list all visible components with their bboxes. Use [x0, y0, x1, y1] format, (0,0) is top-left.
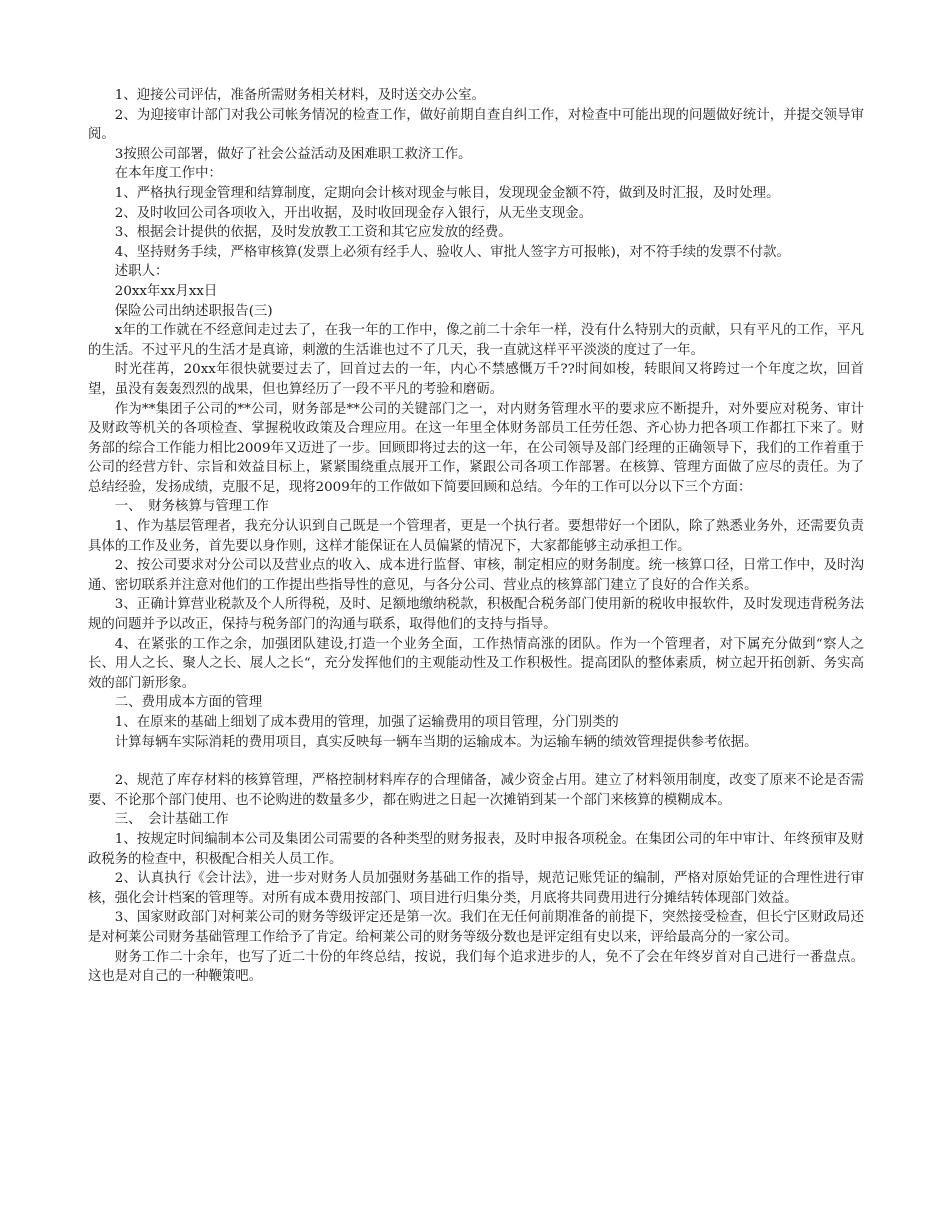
paragraph: 计算每辆车实际消耗的费用项目，真实反映每一辆车当期的运输成本。为运输车辆的绩效管理提供参考依据。 — [114, 734, 758, 750]
document-body — [88, 86, 864, 987]
paragraph: x年的工作就在不经意间走过去了，在我一年的工作中，像之前二十余年一样，没有什么特别大的贡献，只有平凡的工作，平凡的生活。不过平凡的生活才是真谛，刺激的生活谁也过不了几天，我一直就这样平平淡淡的度过了一年。 — [88, 323, 864, 358]
section-heading: 三、 会计基础工作 — [114, 812, 229, 828]
paragraph: 4、坚持财务手续，严格审核算(发票上必须有经手人、验收人、审批人签字方可报帐)，对不符手续的发票不付款。 — [114, 244, 790, 260]
paragraph: 财务工作二十余年，也写了近二十份的年终总结，按说，我们每个追求进步的人，免不了会在年终岁首对自己进行一番盘点。这也是对自己的一种鞭策吧。 — [88, 949, 864, 985]
paragraph: 1、迎接公司评估，准备所需财务相关材料，及时送交办公室。 — [114, 88, 485, 103]
paragraph: 3、国家财政部门对柯莱公司的财务等级评定还是第一次。我们在无任何前期准备的前提下，突然接受检查，但长宁区财政局还是对柯莱公司财务基础管理工作给予了肯定。给柯莱公司的财务等级分数也是评定组有史以来，评给最高分的一家公司。 — [88, 910, 864, 945]
date-line: 20xx年xx月xx日 — [114, 283, 218, 299]
paragraph: 1、在原来的基础上细划了成本费用的管理，加强了运输费用的项目管理，分门别类的 — [114, 715, 619, 730]
paragraph: 作为**集团子公司的**公司，财务部是**公司的关键部门之一，对内财务管理水平的要求应不断提升，对外要应对税务、审计及财政等机关的各项检查、掌握税收政策及合理应用。在这一年里全体财务部员工任劳任怨、齐心协力把各项工作都扛下来了。财务部的综合工作能力相比2009年又迈进了一步。回顾即将过去的这一年，在公司领导及部门经理的正确领导下，我们的工作着重于公司的经营方针、宗旨和效益目标上，紧紧围绕重点展开工作，紧跟公司各项工作部署。在核算、管理方面做了应尽的责任。为了总结经验，发扬成绩，克服不足，现将2009年的工作做如下简要回顾和总结。今年的工作可以分以下三个方面： — [88, 401, 864, 495]
paragraph: 3、根据会计提供的依据，及时发放教工工资和其它应发放的经费。 — [114, 225, 512, 241]
paragraph: 1、严格执行现金管理和结算制度，定期向会计核对现金与帐目，发现现金金额不符，做到及时汇报，及时处理。 — [114, 185, 780, 201]
paragraph: 1、作为基层管理者，我充分认识到自己既是一个管理者，更是一个执行者。要想带好一个团队，除了熟悉业务外，还需要负责具体的工作及业务，首先要以身作则，这样才能保证在人员偏紧的情况下，大家都能够主动承担工作。 — [88, 519, 864, 554]
paragraph: 2、规范了库存材料的核算管理，严格控制材料库存的合理储备，减少资金占用。建立了材料领用制度，改变了原来不论是否需要、不论那个部门使用、也不论购进的数量多少，都在购进之日起一次摊销到某一个部门来核算的模糊成本。 — [88, 773, 864, 808]
paragraph: 2、为迎接审计部门对我公司帐务情况的检查工作，做好前期自查自纠工作，对检查中可能出现的问题做好统计，并提交领导审阅。 — [88, 107, 864, 143]
paragraph: 2、按公司要求对分公司以及营业点的收入、成本进行监督、审核，制定相应的财务制度。统一核算口径，日常工作中，及时沟通、密切联系并注意对他们的工作提出些指导性的意见，与各分公司、营业点的核算部门建立了良好的合作关系。 — [88, 558, 864, 593]
paragraph: 在本年度工作中： — [114, 166, 222, 182]
paragraph: 3按照公司部署，做好了社会公益活动及困难职工救济工作。 — [114, 146, 472, 162]
paragraph: 2、认真执行《会计法》，进一步对财务人员加强财务基础工作的指导，规范记账凭证的编制，严格对原始凭证的合理性进行审核，强化会计档案的管理等。对所有成本费用按部门、项目进行归集分类，月底将共同费用进行分摊结转体现部门效益。 — [88, 871, 864, 906]
report-title: 保险公司出纳述职报告(三) — [114, 303, 273, 319]
paragraph: 时光荏苒，20xx年很快就要过去了，回首过去的一年，内心不禁感慨万千??时间如梭，转眼间又将跨过一个年度之坎，回首望，虽没有轰轰烈烈的战果，但也算经历了一段不平凡的考验和磨砺。 — [88, 362, 864, 397]
paragraph: 3、正确计算营业税款及个人所得税，及时、足额地缴纳税款，积极配合税务部门使用新的税收申报软件，及时发现违背税务法规的问题并予以改正，保持与税务部门的沟通与联系，取得他们的支持与指导。 — [88, 597, 864, 633]
paragraph: 1、按规定时间编制本公司及集团公司需要的各种类型的财务报表，及时申报各项税金。在集团公司的年中审计、年终预审及财政税务的检查中，积极配合相关人员工作。 — [88, 831, 864, 867]
section-heading: 一、 财务核算与管理工作 — [114, 499, 269, 515]
paragraph: 2、及时收回公司各项收入，开出收据，及时收回现金存入银行，从无坐支现金。 — [114, 205, 592, 221]
section-heading: 二、费用成本方面的管理 — [114, 695, 263, 711]
signature-label: 述职人： — [114, 264, 169, 280]
paragraph: 4、在紧张的工作之余，加强团队建设,打造一个业务全面，工作热情高涨的团队。作为一个管理者，对下属充分做到“察人之长、用人之长、聚人之长、展人之长“，充分发挥他们的主观能动性及工作积极性。提高团队的整体素质，树立起开拓创新、务实高效的部门新形象。 — [88, 636, 864, 691]
